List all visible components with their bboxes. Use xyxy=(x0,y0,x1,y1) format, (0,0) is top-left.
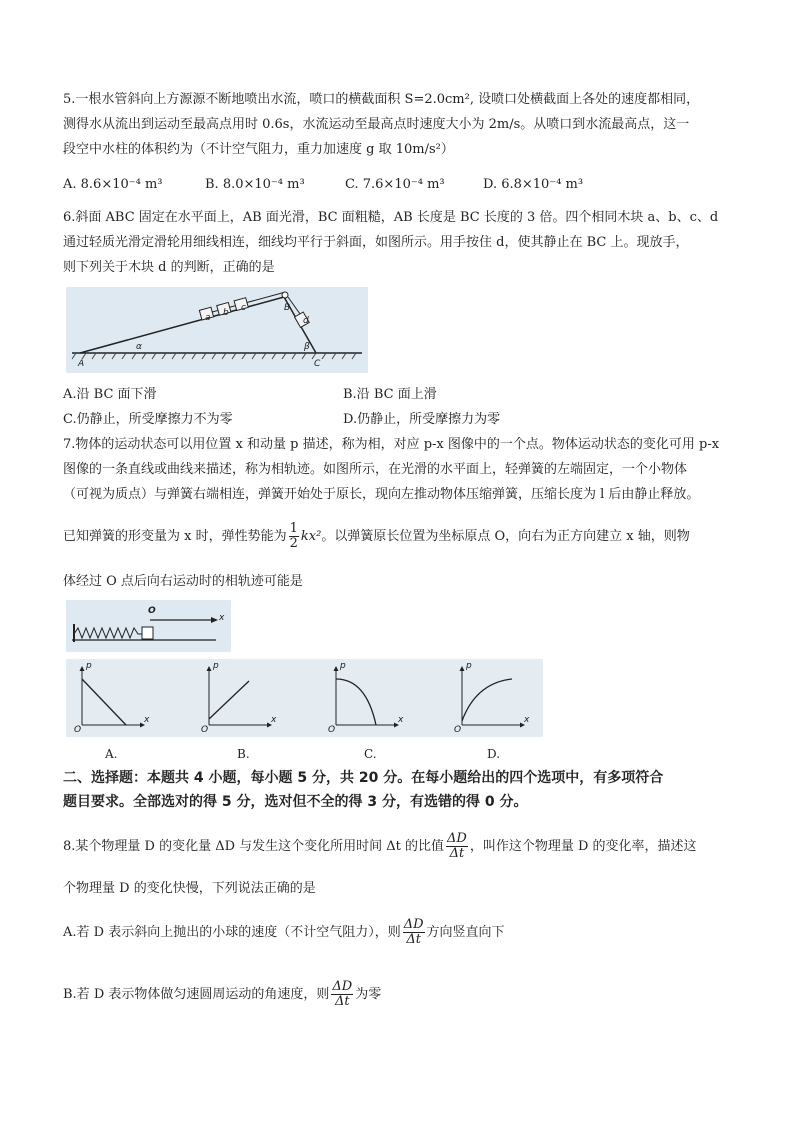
q8-line-1-start: 8.某个物理量 D 的变化量 ΔD 与发生这个变化所用时间 Δt 的比值 xyxy=(63,839,445,854)
frac-denominator: 2 xyxy=(289,536,298,551)
q7-line-4-end: 。以弹簧原长位置为坐标原点 O，向右为正方向建立 x 轴，则物 xyxy=(321,529,690,544)
graph-b-choice: B. xyxy=(237,747,250,761)
q8-option-a xyxy=(63,913,505,953)
rate-fraction xyxy=(331,980,353,1009)
angle-alpha-label: α xyxy=(136,342,142,352)
q8-line-1 xyxy=(63,827,697,867)
q7-line-1: 7.物体的运动状态可以用位置 x 和动量 p 描述，称为相，对应 p-x 图像中的一个点。物体运动状态的变化可用 p-x xyxy=(63,437,720,452)
q6-line-3: 则下列关于木块 d 的判断，正确的是 xyxy=(63,260,275,275)
q8-option-b xyxy=(63,975,381,1015)
q8-option-b-start: B.若 D 表示物体做匀速圆周运动的角速度，则 xyxy=(63,987,330,1002)
q8-line-1-end: ，叫作这个物理量 D 的变化率，描述这 xyxy=(469,839,697,854)
q6-option-c: C.仍静止，所受摩擦力不为零 xyxy=(63,412,233,427)
phase-graphs xyxy=(66,659,543,737)
q7-line-3: （可视为质点）与弹簧右端相连，弹簧开始处于原长，现向左推动物体压缩弹簧，压缩长度为 l 后由静止释放。 xyxy=(63,487,700,502)
graph-b-x-label: x xyxy=(271,715,277,725)
q6-option-d: D.仍静止，所受摩擦力为零 xyxy=(343,412,501,427)
q6-line-1: 6.斜面 ABC 固定在水平面上，AB 面光滑，BC 面粗糙，AB 长度是 BC 长度的 3 倍。四个相同木块 a、b、c、d xyxy=(63,210,719,225)
frac-numerator: ΔD xyxy=(332,979,353,994)
block-a-label: a xyxy=(205,313,211,323)
q6-option-a: A.沿 BC 面下滑 xyxy=(63,387,157,402)
q7-line-4-start: 已知弹簧的形变量为 x 时，弹性势能为 xyxy=(63,529,287,544)
kx2-term: kx² xyxy=(300,529,322,544)
section-2-heading-line-1: 二、选择题：本题共 4 小题，每小题 5 分，共 20 分。在每小题给出的四个选项中，有多项符合 xyxy=(63,770,664,786)
q5-option-d: D. 6.8×10⁻⁴ m³ xyxy=(483,177,584,192)
x-axis-label: x xyxy=(219,613,225,623)
rate-fraction xyxy=(403,918,425,947)
q8-line-2: 个物理量 D 的变化快慢，下列说法正确的是 xyxy=(63,881,316,896)
graph-c-x-label: x xyxy=(398,715,404,725)
q7-line-2: 图像的一条直线或曲线来描述，称为相轨迹。如图所示，在光滑的水平面上，轻弹簧的左端固定，一个小物体 xyxy=(63,462,688,477)
graph-b-p-label: p xyxy=(213,661,219,671)
q8-option-b-end: 为零 xyxy=(355,987,382,1002)
vertex-b-label: B xyxy=(284,303,291,313)
q6-line-2: 通过轻质光滑定滑轮用细线相连，细线均平行于斜面，如图所示。用手按住 d，使其静止在 BC 上。现放手， xyxy=(63,235,689,250)
q5-line-1: 5.一根水管斜向上方源源不断地喷出水流，喷口的横截面积 S=2.0cm², 设喷口处横截面上各处的速度都相同， xyxy=(63,92,700,107)
graph-d-choice: D. xyxy=(487,747,501,761)
incline-figure xyxy=(66,287,368,373)
frac-denominator: Δt xyxy=(406,932,421,947)
q5-option-c: C. 7.6×10⁻⁴ m³ xyxy=(345,177,445,192)
graph-a-choice: A. xyxy=(105,747,118,761)
block-c-label: c xyxy=(241,303,246,313)
graph-b-o-label: O xyxy=(201,725,209,735)
graph-c-p-label: p xyxy=(340,661,346,671)
block-d-label: d xyxy=(303,316,309,326)
graph-a-x-label: x xyxy=(144,715,150,725)
q8-option-a-start: A.若 D 表示斜向上抛出的小球的速度（不计空气阻力），则 xyxy=(63,925,401,940)
graph-c-o-label: O xyxy=(328,725,336,735)
origin-o-label: O xyxy=(148,606,156,616)
rate-fraction xyxy=(446,832,468,861)
graph-c-choice: C. xyxy=(364,747,377,761)
frac-numerator: 1 xyxy=(289,521,298,536)
half-fraction xyxy=(289,522,299,551)
q8-option-a-end: 方向竖直向下 xyxy=(426,925,505,940)
frac-numerator: ΔD xyxy=(447,831,467,846)
q5-option-b: B. 8.0×10⁻⁴ m³ xyxy=(205,177,305,192)
section-2-heading-line-2: 题目要求。全部选对的得 5 分，选对但不全的得 3 分，有选错的得 0 分。 xyxy=(63,794,528,810)
q7-line-4 xyxy=(63,519,690,555)
frac-denominator: Δt xyxy=(449,846,465,861)
vertex-a-label: A xyxy=(78,359,85,369)
frac-denominator: Δt xyxy=(334,994,350,1009)
graph-d-x-label: x xyxy=(524,715,530,725)
q5-line-3: 段空中水柱的体积约为（不计空气阻力，重力加速度 g 取 10m/s²） xyxy=(63,142,454,157)
graph-d-p-label: p xyxy=(466,661,472,671)
vertex-c-label: C xyxy=(314,359,321,369)
block-b-label: b xyxy=(223,308,229,318)
spring-figure xyxy=(66,600,231,652)
angle-beta-label: β xyxy=(304,342,310,352)
q6-option-b: B.沿 BC 面上滑 xyxy=(343,387,437,402)
graph-d-o-label: O xyxy=(454,725,462,735)
frac-numerator: ΔD xyxy=(403,917,424,932)
q7-line-5: 体经过 O 点后向右运动时的相轨迹可能是 xyxy=(63,574,303,589)
q5-option-a: A. 8.6×10⁻⁴ m³ xyxy=(63,177,163,192)
q5-line-2: 测得水从流出到运动至最高点用时 0.6s，水流运动至最高点时速度大小为 2m/s。从喷口到水流最高点，这一 xyxy=(63,117,690,132)
graph-a-o-label: O xyxy=(74,725,82,735)
graph-a-p-label: p xyxy=(86,661,92,671)
